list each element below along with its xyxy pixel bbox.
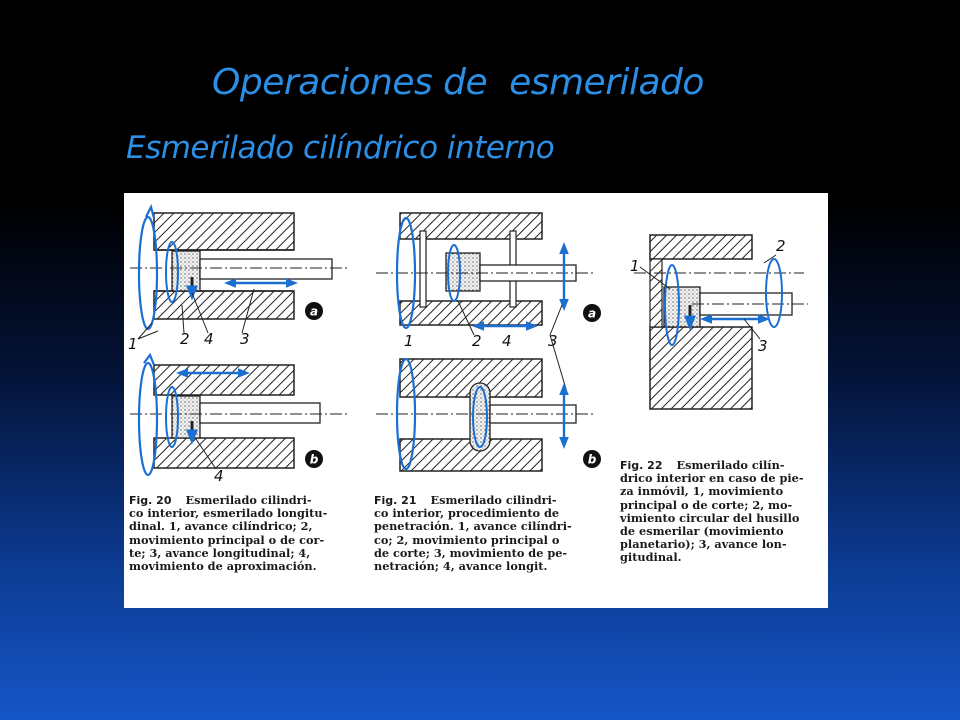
fig22-caption-line: za inmóvil, 1, movimiento <box>620 484 784 499</box>
fig22-workpiece-top <box>650 235 752 259</box>
fig21-label-4: 4 <box>502 332 512 350</box>
fig20-label-3: 3 <box>240 330 250 348</box>
fig20-badge-a-label: a <box>309 304 319 319</box>
fig22-grinding-wheel <box>664 287 700 327</box>
fig21-caption-line: co; 2, movimiento principal o <box>374 532 560 547</box>
fig20-caption-line: movimiento principal o de cor- <box>129 532 325 547</box>
fig22-caption-line: drico interior en caso de pie- <box>620 471 804 486</box>
fig21-caption <box>374 494 602 573</box>
fig21-caption-line: de corte; 3, movimiento de pe- <box>374 545 568 560</box>
fig22-caption <box>620 459 822 565</box>
fig21-badge-b-label: b <box>587 452 597 467</box>
fig21-label-3: 3 <box>548 332 558 350</box>
fig22-label-1: 1 <box>630 257 640 275</box>
fig20-diagram <box>128 207 348 485</box>
fig20-number: Fig. 20 <box>129 494 172 507</box>
fig22-diagram <box>630 235 808 409</box>
fig21-diagram <box>376 213 601 471</box>
fig22-number: Fig. 22 <box>620 459 663 472</box>
fig20a-grinding-wheel <box>172 251 200 291</box>
fig21-label-2: 2 <box>472 332 482 350</box>
fig20-label-4a: 4 <box>204 330 214 348</box>
fig20-caption <box>129 494 361 573</box>
fig21-caption-line: penetración. 1, avance cilíndri- <box>374 519 572 534</box>
fig20a-spindle <box>200 259 332 279</box>
fig22-caption-line: Esmerilado cilín- <box>676 458 785 472</box>
fig22-workpiece-bottom <box>650 327 752 409</box>
fig20-caption-line: Esmerilado cilindri- <box>185 493 312 507</box>
fig20-label-2: 2 <box>180 330 190 348</box>
fig20-label-4b: 4 <box>214 467 224 485</box>
slide-subtitle: Esmerilado cilíndrico interno <box>126 130 555 166</box>
fig22-caption-line: gitudinal. <box>620 550 682 565</box>
fig20-badge-b-label: b <box>309 452 319 467</box>
fig20-caption-line: movimiento de aproximación. <box>129 559 317 574</box>
fig20-caption-line: te; 3, avance longitudinal; 4, <box>129 545 311 560</box>
fig20b-spindle <box>200 403 320 423</box>
fig20-caption-line: dinal. 1, avance cilíndrico; 2, <box>129 519 313 534</box>
fig22-label-2: 2 <box>776 237 786 255</box>
fig22-caption-line: vimiento circular del husillo <box>620 510 800 525</box>
fig22-caption-line: de esmerilar (movimiento <box>620 524 784 539</box>
fig21a-grinding-wheel <box>446 253 480 291</box>
fig21-number: Fig. 21 <box>374 494 417 507</box>
fig21-badge-a-label: a <box>587 306 597 321</box>
fig21-caption-line: Esmerilado cilindri- <box>430 493 557 507</box>
fig20-label-1: 1 <box>128 335 138 353</box>
slide-title: Operaciones de esmerilado <box>212 62 704 103</box>
fig20b-grinding-wheel <box>172 396 200 438</box>
fig22-caption-line: planetario); 3, avance lon- <box>620 537 787 552</box>
fig20-caption-line: co interior, esmerilado longitu- <box>129 506 328 521</box>
figure-panel <box>124 193 828 608</box>
fig21-caption-line: co interior, procedimiento de <box>374 506 560 521</box>
fig21-label-1: 1 <box>404 332 414 350</box>
fig21-caption-line: netración; 4, avance longit. <box>374 559 548 574</box>
fig22-caption-line: principal o de corte; 2, mo- <box>620 497 793 512</box>
fig22-label-3: 3 <box>758 337 768 355</box>
